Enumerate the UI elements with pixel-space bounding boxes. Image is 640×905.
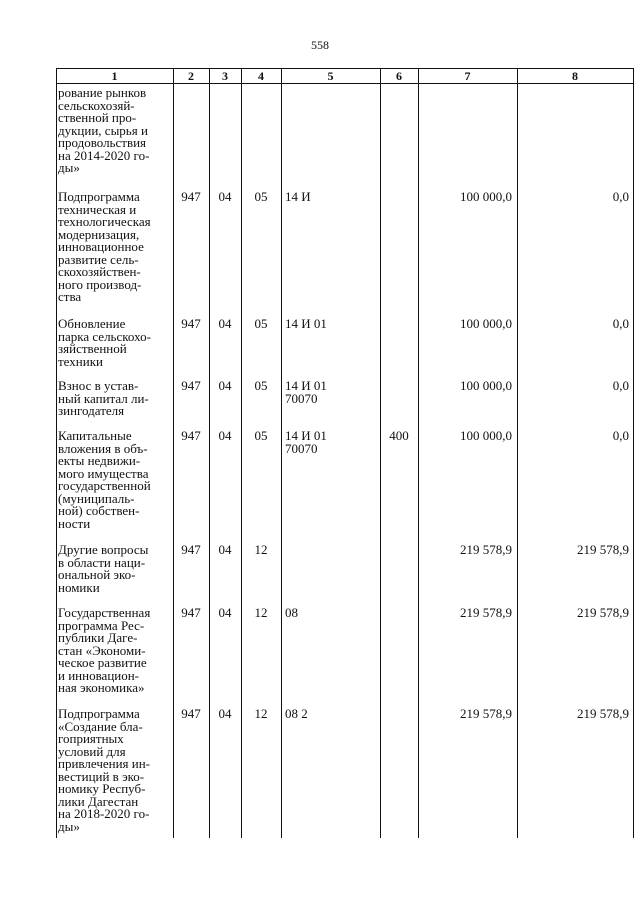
table-cell-col-8: 0,0 [612,189,629,204]
table-cell-col-7: 219 578,9 [460,706,512,721]
table-cell-col-2: 947 [181,605,201,620]
table-cell-col-7: 100 000,0 [460,189,512,204]
table-cell-col-7: 100 000,0 [460,316,512,331]
table-cell-col-7: 219 578,9 [460,542,512,557]
table-cell-col-3: 04 [218,316,232,331]
header-col-1: 1 [111,69,118,83]
header-bottom-border [56,83,634,84]
col-border-1-2 [173,68,174,838]
col-border-7-8 [517,68,518,838]
table-cell-col-3: 04 [218,542,232,557]
table-cell-col-5: 14 И 01 70070 [285,428,327,456]
table-cell-col-7: 100 000,0 [460,378,512,393]
table-row-name: рование рынков сельскохозяй- ственной про- дукции, сырья и продовольствия на 2014-2020 го- ды» [58,85,150,175]
col-border-4-5 [281,68,282,838]
table-cell-col-4: 05 [254,189,268,204]
table-cell-col-8: 0,0 [612,428,629,443]
page-number: 558 [311,38,329,52]
table-cell-col-2: 947 [181,378,201,393]
table-cell-col-4: 12 [254,542,268,557]
table-cell-col-4: 05 [254,428,268,443]
table-cell-col-4: 05 [254,316,268,331]
table-cell-col-2: 947 [181,542,201,557]
table-cell-col-7: 100 000,0 [460,428,512,443]
table-cell-col-8: 0,0 [612,378,629,393]
col-border-3-4 [241,68,242,838]
header-col-4: 4 [258,69,264,83]
table-cell-col-3: 04 [218,428,232,443]
header-col-2: 2 [188,69,194,83]
table-cell-col-4: 12 [254,605,268,620]
table-cell-col-3: 04 [218,706,232,721]
table-cell-col-2: 947 [181,316,201,331]
table-cell-col-8: 219 578,9 [577,605,629,620]
col-border-left [56,68,57,838]
table-row-name: Подпрограмма «Создание бла- гоприятных условий для привлечения ин- вестиций в эко- номику Респуб- лики Дагестан на 2018-2020 го- ды» [58,706,151,834]
table-cell-col-3: 04 [218,189,232,204]
header-col-7: 7 [464,69,471,83]
table-cell-col-5: 14 И [285,189,311,204]
table-cell-col-4: 12 [254,706,268,721]
header-col-8: 8 [572,69,578,83]
table-cell-col-8: 219 578,9 [577,542,629,557]
table-row-name: Другие вопросы в области наци- ональной эко- номики [58,542,149,595]
header-col-5: 5 [327,69,334,83]
table-cell-col-6: 400 [389,428,409,443]
col-border-2-3 [209,68,210,838]
table-cell-col-5: 08 2 [285,706,308,721]
table-cell-col-5: 14 И 01 [285,316,327,331]
table-row-name: Капитальные вложения в объ- екты недвижи- мого имущества государственной (муниципаль- ной) собствен- ности [58,428,151,531]
budget-table [56,68,634,838]
table-row-name: Подпрограмма техническая и технологическая модернизация, инновационное развитие сель- скохозяйствен- ного производ- ства [58,189,151,304]
table-row-name: Обновление парка сельскохо- зяйственной техники [58,316,151,369]
table-cell-col-3: 04 [218,605,232,620]
col-border-5-6 [380,68,381,838]
table-cell-col-8: 219 578,9 [577,706,629,721]
table-row-name: Государственная программа Рес- публики Даге- стан «Экономи- ческое развитие и инновацион- ная экономика» [58,605,151,695]
table-row-name: Взнос в устав- ный капитал ли- зингодателя [58,378,149,418]
col-border-right [633,68,634,838]
table-cell-col-7: 219 578,9 [460,605,512,620]
table-cell-col-8: 0,0 [612,316,629,331]
table-cell-col-3: 04 [218,378,232,393]
table-cell-col-2: 947 [181,706,201,721]
table-cell-col-2: 947 [181,428,201,443]
table-cell-col-5: 14 И 01 70070 [285,378,327,406]
header-col-6: 6 [396,69,402,83]
table-cell-col-4: 05 [254,378,268,393]
table-cell-col-5: 08 [285,605,298,620]
col-border-6-7 [418,68,419,838]
header-col-3: 3 [222,69,228,83]
table-cell-col-2: 947 [181,189,201,204]
